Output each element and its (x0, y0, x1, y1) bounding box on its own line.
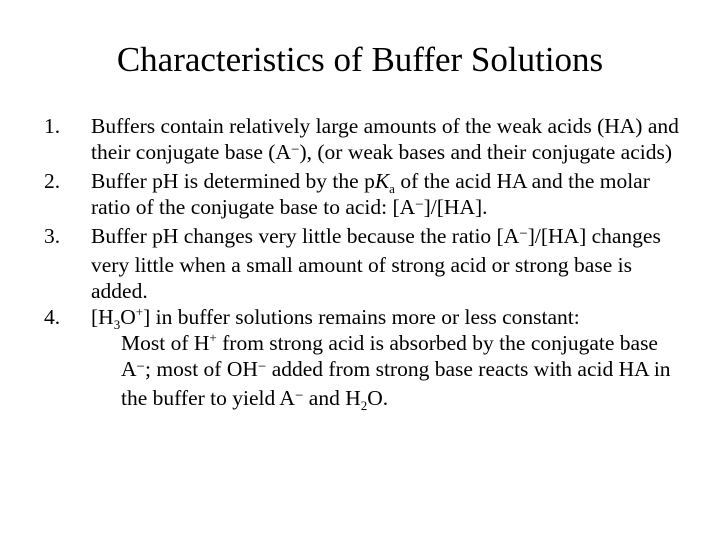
item-number: 4. (44, 305, 61, 329)
list-item (0, 304, 720, 414)
item-text: Buffer pH changes very little because the ratio [A−]/[HA] changes very little when a small amount of strong acid or strong base is added. (91, 224, 661, 303)
item-subtext: Most of H+ from strong acid is absorbed by the conjugate base A−; most of OH− added from strong base reacts with acid HA in the buffer to yield A− and $H_2O$. (121, 330, 671, 413)
list-item (0, 168, 720, 223)
item-text: $[H_3O^+]$ in buffer solutions remains more or less constant: Most of H+ from strong acid is absorbed by the conjugate base A−; most of OH− added from strong base reacts with acid HA in the buffer to yield A− and $H_2O$. (91, 304, 691, 414)
characteristics-list (0, 113, 720, 414)
item-number: 3. (44, 224, 61, 248)
list-item (0, 113, 720, 168)
item-number: 1. (44, 114, 61, 138)
slide-title: Characteristics of Buffer Solutions (116, 40, 604, 79)
list-item (0, 223, 720, 304)
item-text: Buffers contain relatively large amounts of the weak acids (HA) and their conjugate base (A−), (or weak bases and their conjugate acids) (91, 114, 679, 164)
item-number: 2. (44, 169, 61, 193)
item-text: Buffer pH is determined by the $pK_a$ of the acid HA and the molar ratio of the conjugate base to acid: [A−]/[HA]. (91, 169, 650, 219)
